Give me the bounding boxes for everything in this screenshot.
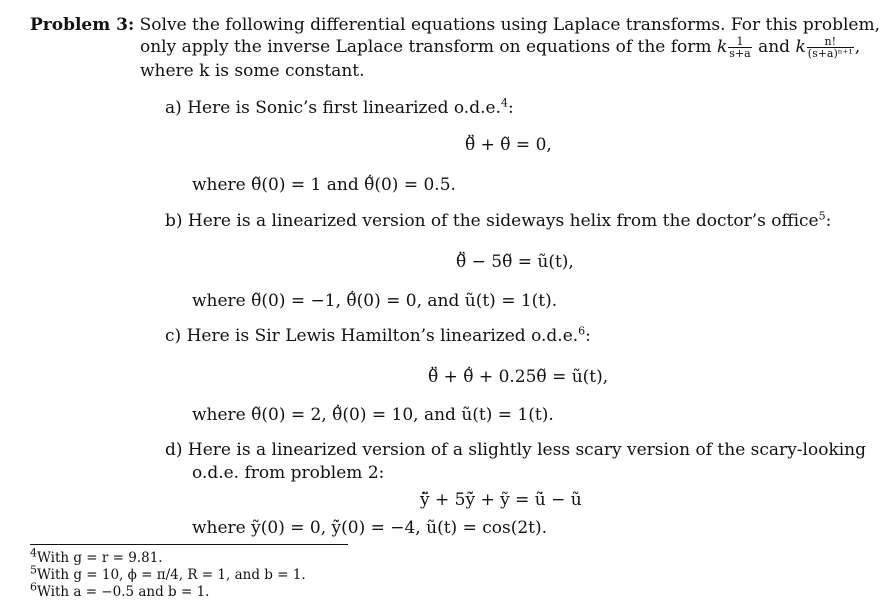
part-a-description: Here is Sonic’s first linearized o.d.e. bbox=[187, 98, 501, 118]
part-b-equation: θ̃̈ − 5θ̃ = ũ(t), bbox=[456, 252, 574, 272]
part-d-description-line2: o.d.e. from problem 2: bbox=[192, 463, 385, 483]
part-d-equation: ỹ̈ + 5ỹ̇ + ỹ = ũ̇ − ũ bbox=[420, 490, 582, 510]
intro-and: and bbox=[758, 37, 791, 57]
footnote-4-number: 4 bbox=[30, 546, 37, 560]
part-c-text: c) Here is Sir Lewis Hamilton’s linearized o.d.e.$^6$: bbox=[165, 324, 591, 346]
problem-label: Problem 3: bbox=[30, 15, 135, 35]
footnote-ref-4: 4 bbox=[500, 96, 508, 110]
part-b-label: b) bbox=[165, 211, 183, 231]
part-d-conditions: where ỹ(0) = 0, ỹ̇(0) = −4, ũ(t) = cos(2t). bbox=[192, 518, 548, 538]
part-c-description: Here is Sir Lewis Hamilton’s linearized o.d.e. bbox=[186, 326, 579, 346]
part-b-conditions: where θ̃(0) = −1, θ̃̇(0) = 0, and ũ(t) = 1(t). bbox=[192, 291, 558, 311]
part-a-text: a) Here is Sonic’s first linearized o.d.e.$^4$: bbox=[165, 96, 514, 118]
intro-line2-text: only apply the inverse Laplace transform on equations of the form bbox=[140, 37, 712, 57]
footnote-ref-6: 6 bbox=[578, 324, 586, 338]
problem-intro-line3: where k is some constant. bbox=[140, 61, 365, 81]
part-b-description: Here is a linearized version of the sideways helix from the doctor’s office bbox=[187, 211, 819, 231]
problem-intro-line2: only apply the inverse Laplace transform on equations of the form k $\frac{1}{s+a}$ and k $\frac{n!}{\text{(s+a)ⁿ⁺¹}}$ , bbox=[140, 35, 861, 60]
part-d-description: Here is a linearized version of a slightly less scary version of the scary-looking bbox=[187, 440, 867, 460]
footnote-5-number: 5 bbox=[30, 563, 37, 577]
part-c-label: c) bbox=[165, 326, 182, 346]
problem-intro-line1: Solve the following differential equations using Laplace transforms. For this problem, bbox=[139, 15, 880, 35]
part-c-equation: θ̃̈ + θ̃̇ + 0.25θ̃ = ũ(t), bbox=[428, 367, 609, 387]
fraction-one-over-s-plus-a: $\frac{1}{s+a}$ bbox=[729, 35, 751, 60]
part-d-text bbox=[165, 439, 866, 461]
footnote-6-number: 6 bbox=[30, 580, 37, 594]
footnote-divider bbox=[30, 544, 348, 545]
fraction-n-factorial: $\frac{n!}{\text{(s+a)ⁿ⁺¹}}$ bbox=[807, 35, 853, 60]
part-a-equation: θ̃̈ + θ̃ = 0, bbox=[465, 135, 552, 155]
footnote-4-text: With g = r = 9.81. bbox=[37, 550, 163, 566]
footnote-4 bbox=[30, 546, 163, 566]
footnote-5-text: With g = 10, ϕ = π/4, R = 1, and b = 1. bbox=[37, 567, 306, 583]
part-a-label: a) bbox=[165, 98, 182, 118]
footnote-ref-5: 5 bbox=[818, 209, 826, 223]
footnote-6-text: With a = −0.5 and b = 1. bbox=[37, 584, 210, 600]
problem-heading bbox=[30, 14, 880, 36]
footnote-5 bbox=[30, 563, 306, 583]
footnote-6 bbox=[30, 580, 210, 600]
part-a-conditions: where θ̃(0) = 1 and θ̃̇(0) = 0.5. bbox=[192, 175, 456, 195]
part-b-text: b) Here is a linearized version of the sideways helix from the doctor’s office$^5$: bbox=[165, 209, 832, 231]
part-c-conditions: where θ̃(0) = 2, θ̃̇(0) = 10, and ũ(t) = 1(t). bbox=[192, 405, 554, 425]
part-d-label: d) bbox=[165, 440, 183, 460]
